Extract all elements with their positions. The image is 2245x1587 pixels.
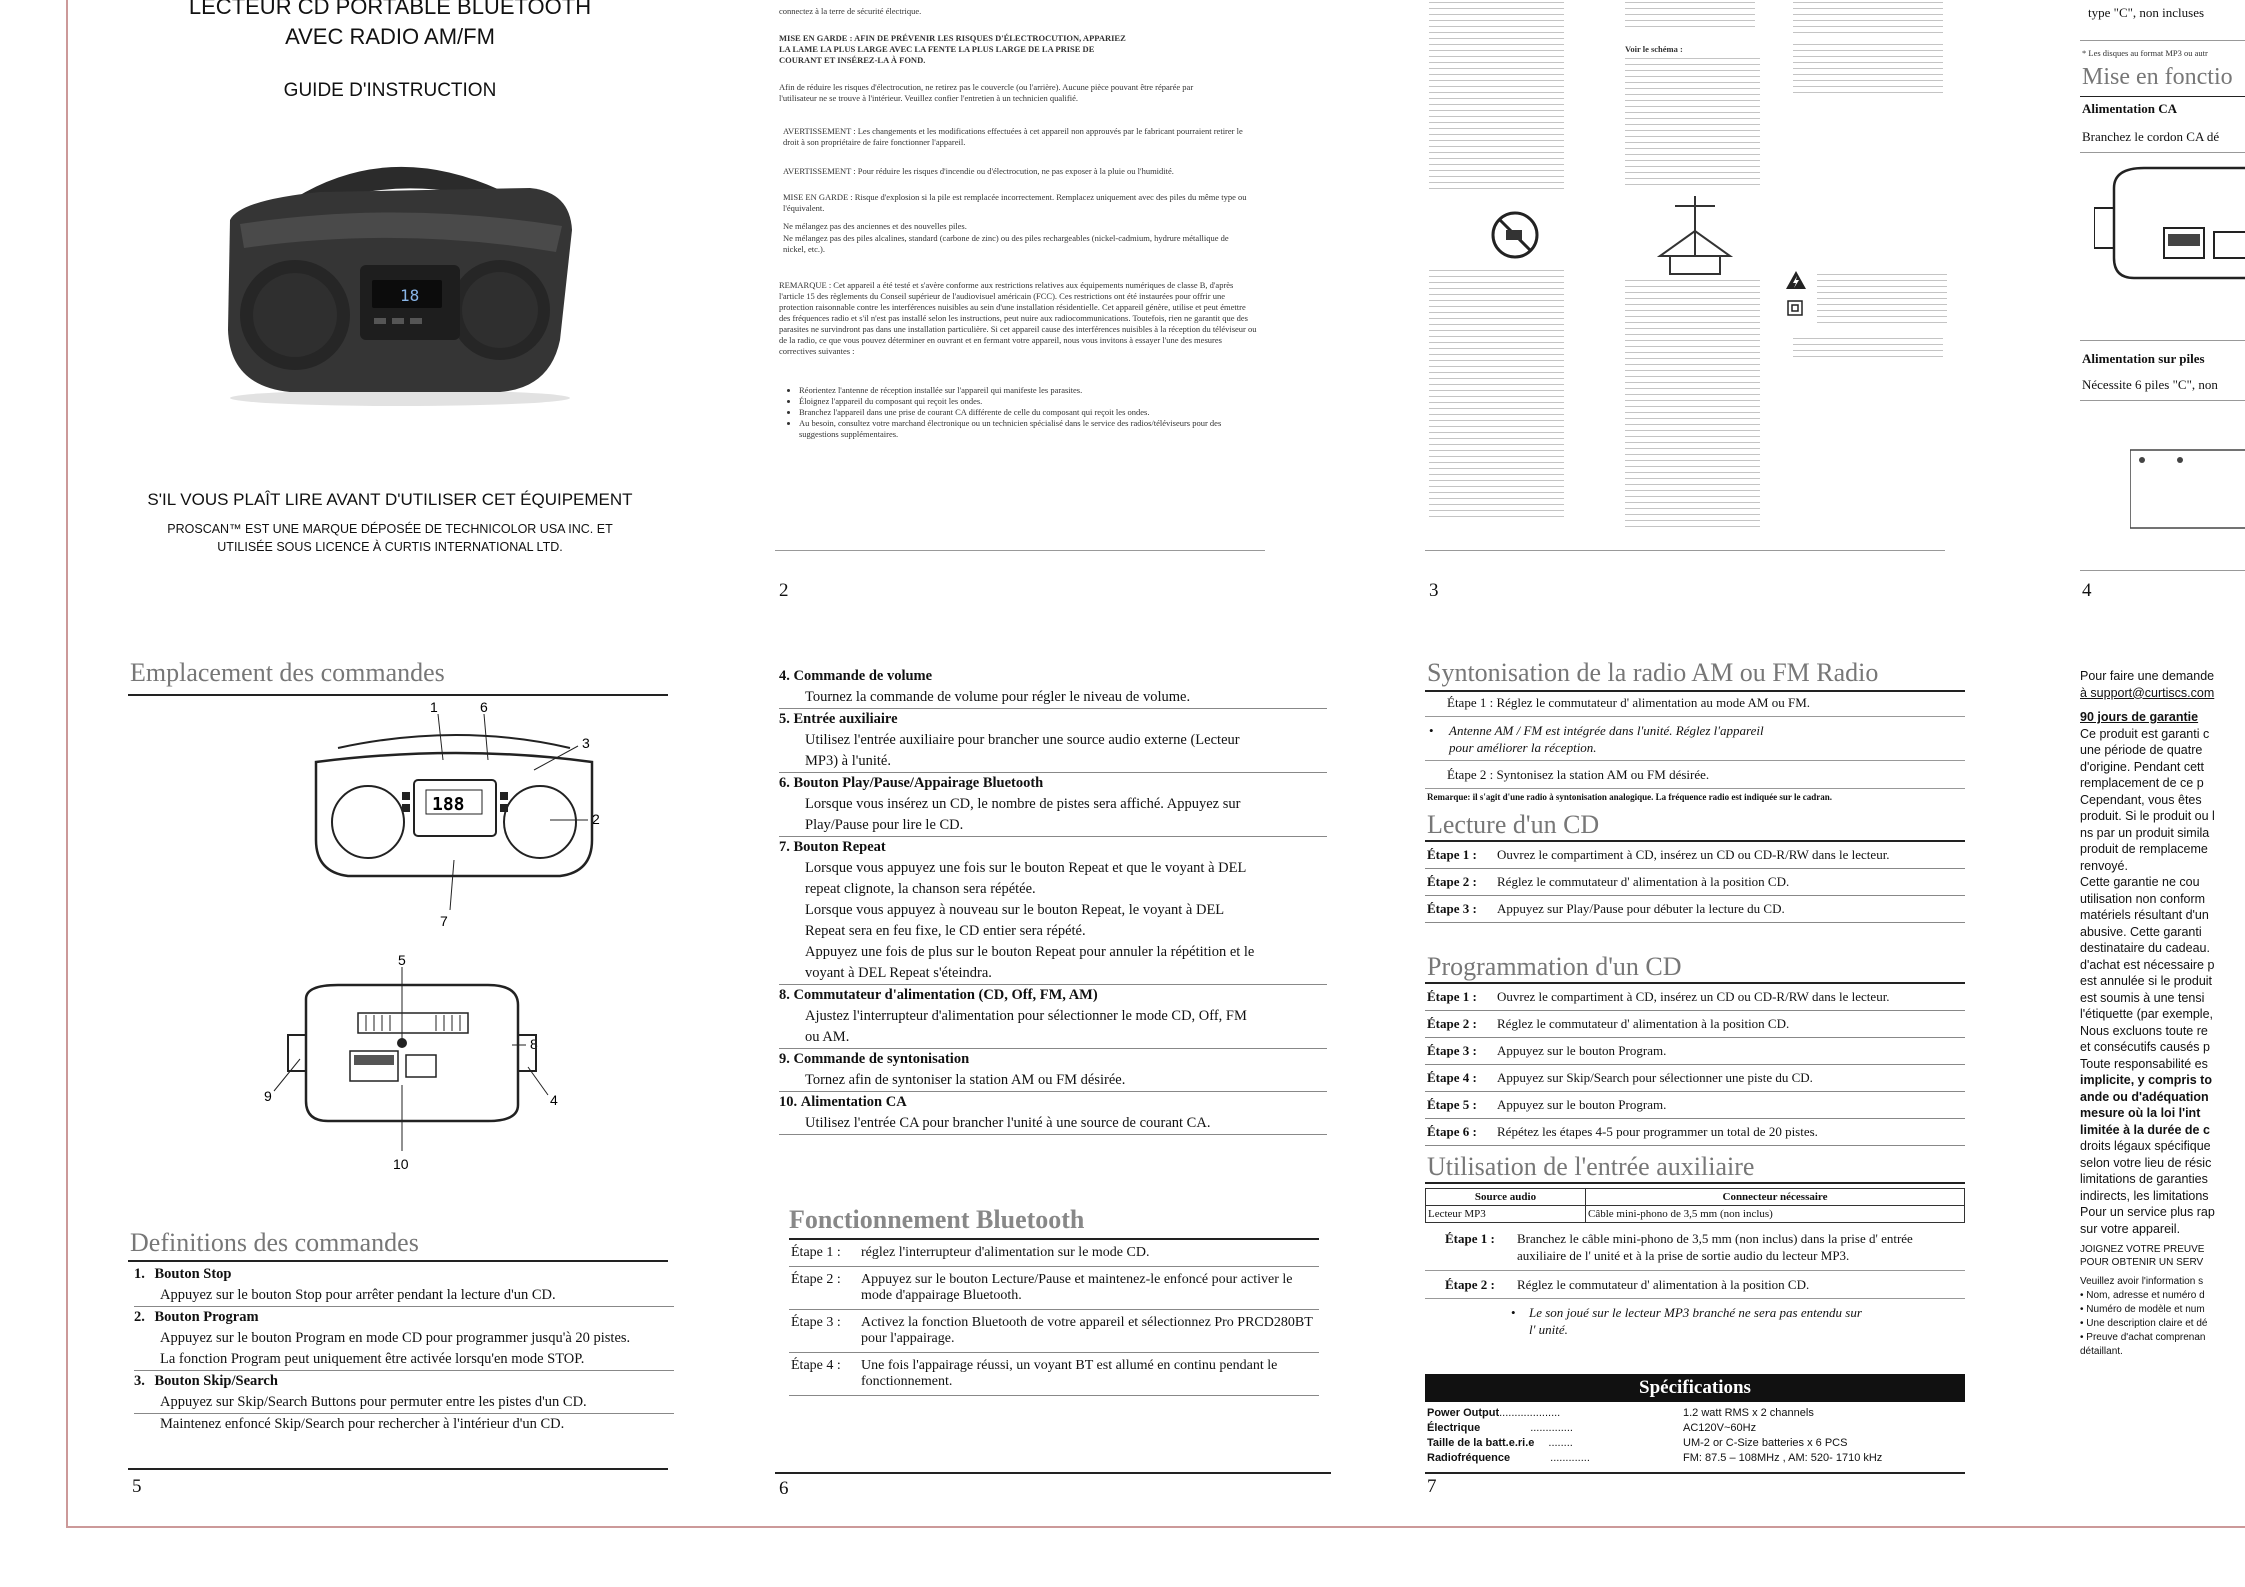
spec-list <box>1427 1406 1967 1466</box>
p2-top-cut: connectez à la terre de sécurité électrique. <box>779 6 922 16</box>
step-label: Étape 6 : <box>1425 1119 1495 1146</box>
radio-title-rule <box>1425 690 1965 692</box>
front-view-diagram <box>188 700 648 950</box>
p8-line: produit de remplaceme <box>2080 842 2208 856</box>
step-label: Étape 5 : <box>1425 1092 1495 1119</box>
page-8 <box>2080 668 2245 1488</box>
aux-cell-source: Lecteur MP3 <box>1426 1206 1586 1223</box>
cover-title-line1: LECTEUR CD PORTABLE BLUETOOTH <box>188 0 592 19</box>
cd-step-row <box>1425 869 1965 896</box>
warranty-title: 90 jours de garantie <box>2080 710 2199 724</box>
p8-line: utilisation non conform <box>2080 891 2206 906</box>
p4-batt-text: Nécessite 6 piles "C", non <box>2082 377 2218 392</box>
def-item-5 <box>779 709 1327 773</box>
p2-bullet: • Réorientez l'antenne de réception installée sur l'appareil qui manifeste les parasites. <box>799 385 1249 396</box>
p3-text-col-f <box>1429 270 1564 520</box>
def-line: Utilisez l'entrée CA pour brancher l'unité à une source de courant CA. <box>779 1113 1327 1135</box>
step-label: Étape 1 : <box>1425 842 1495 869</box>
spec-row <box>1427 1421 1967 1436</box>
page-4 <box>2080 0 2245 610</box>
p3-text-col-h <box>1817 274 1947 324</box>
def-title: Commutateur d'alimentation (CD, Off, FM, AM) <box>793 987 1098 1003</box>
p8-line: selon votre lieu de résic <box>2080 1155 2212 1170</box>
spec-key: Radiofréquence <box>1427 1452 1511 1464</box>
def-title: Bouton Skip/Search <box>154 1373 278 1389</box>
step-text: Ouvrez le compartiment à CD, insérez un CD ou CD-R/RW dans le lecteur. <box>1495 842 1965 869</box>
aux-cell-connector: Câble mini-phono de 3,5 mm (non inclus) <box>1586 1206 1965 1223</box>
p3-text-col-i <box>1793 338 1943 358</box>
step-label: Étape 2 : <box>1425 869 1495 896</box>
aux-step1-label: Étape 1 : <box>1445 1231 1495 1246</box>
def-line: Appuyez sur Skip/Search Buttons pour permuter entre les pistes d'un CD. <box>160 1394 587 1410</box>
step-label: Étape 2 : <box>1425 1011 1495 1038</box>
p8-line: destinataire du cadeau. <box>2080 941 2210 955</box>
p4-top-text: type "C", non incluses <box>2088 5 2205 20</box>
def-item-2 <box>134 1306 674 1370</box>
p2-footer-rule <box>775 550 1265 551</box>
def-num: 5. <box>779 711 790 727</box>
def-line: voyant à DEL Repeat s'éteindra. <box>779 963 1327 985</box>
controls-title: Emplacement des commandes <box>130 658 445 687</box>
def-title: Alimentation CA <box>800 1094 907 1110</box>
callout-4: 4 <box>550 1092 558 1108</box>
p8-line: • Preuve d'achat comprenan <box>2080 1332 2206 1343</box>
def-title: Bouton Program <box>154 1309 259 1325</box>
p3-text-col-a <box>1429 2 1564 192</box>
defs-list-b <box>779 666 1327 1135</box>
p8-line: Ce produit est garanti c <box>2080 726 2210 741</box>
prog-step-row <box>1425 1038 1965 1065</box>
p8-block-b <box>2080 874 2245 1023</box>
p3-text-col-b <box>1625 2 1755 32</box>
p8-line: ande ou d'adéquation <box>2080 1089 2209 1104</box>
aux-header-source: Source audio <box>1426 1189 1586 1206</box>
spec-key: Power Output <box>1427 1407 1500 1419</box>
callout-7: 7 <box>440 913 448 929</box>
p3-text-col-c <box>1793 2 1943 37</box>
step-label: Étape 4 : <box>1425 1065 1495 1092</box>
callout-10: 10 <box>393 1156 409 1172</box>
def-line: Ajustez l'interrupteur d'alimentation pour sélectionner le mode CD, Off, FM <box>805 1008 1247 1024</box>
double-insulation-icon <box>1787 300 1803 316</box>
step-text: Réglez le commutateur d' alimentation à la position CD. <box>1495 869 1965 896</box>
p8-line: JOIGNEZ VOTRE PREUVE <box>2080 1244 2205 1255</box>
def-line: Lorsque vous appuyez une fois sur le bouton Repeat et que le voyant à DEL <box>805 860 1247 876</box>
p3-footer-rule <box>1425 550 1945 551</box>
p8-line: une période de quatre <box>2080 743 2203 757</box>
prog-step-row <box>1425 1065 1965 1092</box>
p8-line: remplacement de ce p <box>2080 776 2204 790</box>
prog-step-row <box>1425 1011 1965 1038</box>
boombox-photo <box>200 140 590 410</box>
callout-9: 9 <box>264 1088 272 1104</box>
p2-mise-en-garde-1: MISE EN GARDE : AFIN DE PRÉVENIR LES RISQUES D'ÉLECTROCUTION, APPARIEZ LA LAME LA PLUS LARGE AVEC LA FENTE LA PLUS LARGE DE LA PRISE DE COURANT ET INSÉREZ-LA À FOND. <box>779 33 1126 65</box>
p2-bullets <box>799 385 1249 440</box>
aux-step2-label: Étape 2 : <box>1445 1277 1495 1292</box>
radio-title: Syntonisation de la radio AM ou FM Radio <box>1427 658 1879 687</box>
step-label: Étape 3 : <box>789 1310 859 1353</box>
bt-step-row <box>789 1240 1319 1267</box>
p4-rule-title <box>2080 96 2245 97</box>
prog-step-row <box>1425 984 1965 1011</box>
p8-line: produit. Si le produit ou l <box>2080 809 2215 823</box>
lightning-warning-icon <box>1785 270 1807 290</box>
p5-page-number: 5 <box>132 1476 142 1497</box>
page-2 <box>775 0 1275 610</box>
spec-value: AC120V~60Hz <box>1683 1422 1757 1434</box>
p8-line: limitations de garanties <box>2080 1172 2208 1186</box>
cover-guide-label: GUIDE D'INSTRUCTION <box>283 80 497 101</box>
step-text: réglez l'interrupteur d'alimentation sur le mode CD. <box>859 1240 1319 1267</box>
def-line: MP3) à l'unité. <box>779 751 1327 773</box>
p8-line: limitée à la durée de c <box>2080 1122 2210 1137</box>
spec-dots: .................... <box>1499 1407 1561 1419</box>
def-item-1 <box>134 1264 674 1306</box>
step-text: Répétez les étapes 4-5 pour programmer un total de 20 pistes. <box>1495 1119 1965 1146</box>
p4-ac-text: Branchez le cordon CA dé <box>2082 129 2220 144</box>
p8-line: • Nom, adresse et numéro d <box>2080 1290 2205 1301</box>
aux-title-rule <box>1425 1182 1965 1184</box>
p4-rule-ac <box>2080 152 2245 153</box>
def-item-6 <box>779 773 1327 837</box>
def-line: Maintenez enfoncé Skip/Search pour rechercher à l'intérieur d'un CD. <box>134 1413 674 1435</box>
def-item-8 <box>779 985 1327 1049</box>
p8-line: Cette garantie ne cou <box>2080 875 2200 889</box>
prog-step-row <box>1425 1092 1965 1119</box>
p8-line: est annulée si le produit <box>2080 974 2213 988</box>
p8-line: Pour un service plus rap <box>2080 1205 2215 1219</box>
p8-line: POUR OBTENIR UN SERV <box>2080 1257 2204 1268</box>
def-num: 8. <box>779 987 790 1003</box>
def-num: 3. <box>134 1373 145 1389</box>
p2-reduce-risk: Afin de réduire les risques d'électrocution, ne retirez pas le couvercle (ou l'arrière). Aucune pièce pouvant être réparée par l'utilisateur ne se trouve à l'intérieur. Veuillez confier l'entretien à un technicien qualifié. <box>779 82 1194 103</box>
spec-key: Électrique <box>1427 1422 1481 1434</box>
def-line: Utilisez l'entrée auxiliaire pour brancher une source audio externe (Lecteur <box>805 732 1240 748</box>
trademark-line1: PROSCAN™ EST UNE MARQUE DÉPOSÉE DE TECHNICOLOR USA INC. ET <box>167 522 613 536</box>
p8-support-email: à support@curtiscs.com <box>2080 685 2215 700</box>
p8-line: abusive. Cette garanti <box>2080 924 2202 939</box>
step-label: Étape 3 : <box>1425 1038 1495 1065</box>
prog-steps-table <box>1425 984 1965 1146</box>
p8-line: d'origine. Pendant cett <box>2080 759 2204 774</box>
p4-rule-mid <box>2080 340 2245 341</box>
radio-rule-a <box>1425 716 1965 717</box>
page-5 <box>128 650 688 1530</box>
step-text: Appuyez sur Skip/Search pour sélectionner une piste du CD. <box>1495 1065 1965 1092</box>
def-line: Tournez la commande de volume pour régler le niveau de volume. <box>779 687 1327 709</box>
spec-header: Spécifications <box>1425 1374 1965 1402</box>
p8-block-e <box>2080 1243 2245 1269</box>
p3-text-col-e <box>1793 44 1943 94</box>
spec-value: 1.2 watt RMS x 2 channels <box>1683 1407 1814 1419</box>
step-text: Une fois l'appairage réussi, un voyant BT est allumé en continu pendant le fonctionnement. <box>859 1353 1319 1396</box>
def-num: 1. <box>134 1266 145 1282</box>
p6-page-number: 6 <box>779 1478 789 1499</box>
p3-text-col-g <box>1625 280 1760 530</box>
def-item-9 <box>779 1049 1327 1092</box>
aux-note: Le son joué sur le lecteur MP3 branché ne sera pas entendu sur l' unité. <box>1529 1305 1862 1337</box>
p8-line: ns par un produit simila <box>2080 825 2210 840</box>
p8-line: détaillant. <box>2080 1346 2123 1357</box>
def-line: Lorsque vous appuyez à nouveau sur le bouton Repeat, le voyant à DEL <box>805 902 1225 918</box>
defs-title-visible: Definitions des commandes <box>130 1228 419 1257</box>
bt-step-row <box>789 1310 1319 1353</box>
step-text: Activez la fonction Bluetooth de votre appareil et sélectionnez Pro PRCD280BT pour l'appairage. <box>859 1310 1319 1353</box>
cd-title: Lecture d'un CD <box>1427 810 1600 839</box>
step-text: Appuyez sur le bouton Program. <box>1495 1038 1965 1065</box>
p8-line: Veuillez avoir l'information s <box>2080 1276 2204 1287</box>
p2-bullet: • Au besoin, consultez votre marchand électronique ou un technicien spécialisé dans le service des radios/téléviseurs pour des suggestions supplémentaires. <box>799 418 1249 440</box>
def-title: Commande de syntonisation <box>793 1051 970 1067</box>
cover-title-line2: AVEC RADIO AM/FM <box>285 24 495 49</box>
def-line: Tornez afin de syntoniser la station AM ou FM désirée. <box>779 1070 1327 1092</box>
def-line: Appuyez sur le bouton Program en mode CD pour programmer jusqu'à 20 pistes. <box>160 1330 631 1346</box>
p8-line: sur votre appareil. <box>2080 1221 2181 1236</box>
spec-row <box>1427 1406 1967 1421</box>
spec-dots: ............. <box>1550 1452 1590 1464</box>
def-num: 6. <box>779 775 790 791</box>
boombox-display: 18 <box>400 286 420 305</box>
trademark-line2: UTILISÉE SOUS LICENCE À CURTIS INTERNATIONAL LTD. <box>217 540 563 554</box>
step-text: Appuyez sur le bouton Lecture/Pause et maintenez-le enfoncé pour activer le mode d'appairage Bluetooth. <box>859 1267 1319 1310</box>
cd-steps-table <box>1425 842 1965 923</box>
def-title: Entrée auxiliaire <box>793 711 898 727</box>
step-text: Appuyez sur Play/Pause pour débuter la lecture du CD. <box>1495 896 1965 923</box>
def-num: 4. <box>779 668 790 684</box>
callout-3: 3 <box>582 735 590 751</box>
def-line: La fonction Program peut uniquement être activée lorsqu'en mode STOP. <box>160 1351 585 1367</box>
p2-bullet: • Éloignez l'appareil du composant qui reçoit les ondes. <box>799 396 1249 407</box>
p5-footer-rule <box>128 1468 668 1470</box>
p7-page-number: 7 <box>1427 1476 1437 1497</box>
p8-line: est soumis à une tensi <box>2080 990 2205 1005</box>
no-cart-warning-icon <box>1490 210 1540 260</box>
radio-step2: Étape 2 : Syntonisez la station AM ou FM désirée. <box>1447 767 1710 782</box>
radio-step1: Étape 1 : Réglez le commutateur d' alimentation au mode AM ou FM. <box>1447 695 1811 710</box>
battery-compartment-diagram <box>2130 440 2245 530</box>
callout-6: 6 <box>480 700 488 715</box>
p3-page-number: 3 <box>1429 580 1439 601</box>
p8-line: d'achat est nécessaire p <box>2080 957 2215 972</box>
def-line: Lorsque vous insérez un CD, le nombre de pistes sera affiché. Appuyez sur <box>805 796 1241 812</box>
p4-rule-batt <box>2080 400 2245 401</box>
p8-block-d <box>2080 1138 2245 1237</box>
p8-line: droits légaux spécifique <box>2080 1139 2211 1153</box>
radio-remark: Remarque: il s'agit d'une radio à syntonisation analogique. La fréquence radio est indiquée sur le cadran. <box>1427 792 1832 802</box>
p8-line: matériels résultant d'un <box>2080 908 2209 922</box>
p4-page-number: 4 <box>2082 580 2092 601</box>
p8-line: et consécutifs causés p <box>2080 1040 2210 1054</box>
spec-value: UM-2 or C-Size batteries x 6 PCS <box>1683 1437 1848 1449</box>
def-line: Appuyez une fois de plus sur le bouton Repeat pour annuler la répétition et le <box>805 944 1255 960</box>
p8-block-f <box>2080 1275 2245 1359</box>
def-item-10 <box>779 1092 1327 1135</box>
p2-bullet: • Branchez l'appareil dans une prise de courant CA différente de celle du composant qui reçoit les ondes. <box>799 407 1249 418</box>
def-line: repeat clignote, la chanson sera répétée. <box>805 881 1036 897</box>
def-title: Commande de volume <box>793 668 933 684</box>
aux-step1-text: Branchez le câble mini-phono de 3,5 mm (non inclus) dans la prise d' entrée auxiliaire de l' unité et à la prise de sortie audio du lecteur MP3. <box>1517 1231 1913 1263</box>
step-label: Étape 3 : <box>1425 896 1495 923</box>
step-text: Appuyez sur le bouton Program. <box>1495 1092 1965 1119</box>
step-label: Étape 1 : <box>1425 984 1495 1011</box>
radio-note-bullet: • <box>1429 723 1434 738</box>
def-item-4 <box>779 666 1327 709</box>
spec-value: FM: 87.5 – 108MHz , AM: 520- 1710 kHz <box>1683 1452 1883 1464</box>
p8-line: mesure où la loi l'int <box>2080 1106 2201 1120</box>
def-num: 7. <box>779 839 790 855</box>
page-6 <box>775 660 1335 1530</box>
spec-row <box>1427 1451 1967 1466</box>
antenna-grounding-diagram <box>1650 196 1740 276</box>
p4-title: Mise en fonctio <box>2082 64 2233 90</box>
prog-title: Programmation d'un CD <box>1427 952 1682 981</box>
def-line: Repeat sera en feu fixe, le CD entier sera répété. <box>805 923 1086 939</box>
bt-title: Fonctionnement Bluetooth <box>789 1205 1085 1234</box>
callout-8: 8 <box>530 1036 538 1052</box>
callout-2: 2 <box>592 811 600 827</box>
radio-rule-c <box>1425 788 1965 789</box>
bt-steps-table <box>789 1240 1319 1396</box>
p8-line: Cependant, vous êtes <box>2080 792 2202 807</box>
step-label: Étape 4 : <box>789 1353 859 1396</box>
radio-rule-b <box>1425 760 1965 761</box>
p8-line: Nous excluons toute re <box>2080 1023 2208 1038</box>
aux-header-connector: Connecteur nécessaire <box>1586 1189 1965 1206</box>
p8-line: renvoyé. <box>2080 858 2128 873</box>
p4-footer-rule <box>2080 570 2245 571</box>
def-num: 9. <box>779 1051 790 1067</box>
def-num: 2. <box>134 1309 145 1325</box>
p2-remarque: REMARQUE : Cet appareil a été testé et s'avère conforme aux restrictions relatives aux équipements numériques de classe B, d'après l'article 15 des règlements du Conseil supérieur de l'audiovisuel américain (FCC). Ces restrictions ont été instaurées pour offrir une protection raisonnable contre les interférences nuisibles au sein d'une installation résidentielle. Cet appareil génère, utilise et peut émettre des fréquences radio et s'il n'est pas installé selon les instructions, peut nuire aux radiocommunications. Toutefois, rien ne garantit que des parasites ne survindront pas dans une installation particulière. Si cet appareil cause des interférences nuisibles à la réception du téléviseur ou de la radio, ce que vous pouvez déterminer en ouvrant et en fermant votre appareil, nous vous invitons à essayer l'une des mesures correctives suivantes : <box>779 280 1257 356</box>
p2-avertissement-2: AVERTISSEMENT : Pour réduire les risques d'incendie ou d'électrocution, ne pas exposer à la pluie ou l'humidité. <box>783 166 1174 176</box>
p4-batt-heading: Alimentation sur piles <box>2082 351 2205 366</box>
spec-key: Taille de la batt.e.ri.e <box>1427 1437 1535 1449</box>
p2-mise-en-garde-2: MISE EN GARDE : Risque d'explosion si la pile est remplacée incorrectement. Remplacez uniquement avec des piles du même type ou l'équivalent. <box>783 192 1247 213</box>
defs-title-rule <box>128 1260 668 1262</box>
aux-step2-text: Réglez le commutateur d' alimentation à la position CD. <box>1517 1277 1810 1292</box>
p3-schema-heading: Voir le schéma : <box>1625 44 1683 54</box>
p8-block-a <box>2080 726 2245 875</box>
p6-footer-rule <box>775 1472 1331 1474</box>
step-label: Étape 2 : <box>789 1267 859 1310</box>
p3-text-col-d <box>1625 58 1760 188</box>
spec-dots: .............. <box>1530 1422 1573 1434</box>
p8-line: indirects, les limitations <box>2080 1188 2209 1203</box>
step-text: Réglez le commutateur d' alimentation à la position CD. <box>1495 1011 1965 1038</box>
callout-5: 5 <box>398 955 406 968</box>
back-view-diagram <box>188 955 648 1175</box>
def-num: 10. <box>779 1094 798 1110</box>
step-text: Ouvrez le compartiment à CD, insérez un CD ou CD-R/RW dans le lecteur. <box>1495 984 1965 1011</box>
p2-avertissement-1: AVERTISSEMENT : Les changements et les modifications effectuées à cet appareil non approuvés par le fabricant pourraient retirer le droit à son propriétaire de faire fonctionner l'appareil. <box>783 126 1243 147</box>
aux-source-table <box>1425 1188 1965 1223</box>
bt-step-row <box>789 1267 1319 1310</box>
callout-1: 1 <box>430 700 438 715</box>
p7-footer-rule <box>1425 1472 1965 1474</box>
p4-ac-heading: Alimentation CA <box>2082 101 2177 116</box>
cover-panel <box>90 0 690 600</box>
front-display: 188 <box>432 794 465 815</box>
def-title: Bouton Stop <box>154 1266 232 1282</box>
p8-block-c <box>2080 1023 2245 1073</box>
p4-note: * Les disques au format MP3 ou autr <box>2082 48 2208 58</box>
p8-line: Pour faire une demande <box>2080 669 2215 683</box>
step-label: Étape 1 : <box>789 1240 859 1267</box>
p8-line: • Numéro de modèle et num <box>2080 1304 2205 1315</box>
controls-title-rule <box>128 694 668 696</box>
p2-piles-2: Ne mélangez pas des piles alcalines, standard (carbone de zinc) ou des piles rechargeables (nickel-cadmium, hydrure métallique de nickel, etc.). <box>783 233 1229 254</box>
def-line: Play/Pause pour lire le CD. <box>779 815 1327 837</box>
p4-rule-top <box>2080 40 2245 41</box>
p8-line: implicite, y compris to <box>2080 1073 2212 1087</box>
def-title: Bouton Play/Pause/Appairage Bluetooth <box>793 775 1044 791</box>
boombox-back-diagram <box>2094 158 2245 288</box>
radio-note: Antenne AM / FM est intégrée dans l'unité. Réglez l'appareil pour améliorer la réception. <box>1449 723 1764 755</box>
p8-block-bold <box>2080 1072 2245 1138</box>
p8-line: Toute responsabilité es <box>2080 1056 2208 1071</box>
def-title: Bouton Repeat <box>793 839 886 855</box>
def-item-7 <box>779 837 1327 985</box>
page-3 <box>1425 0 1955 610</box>
bt-step-row <box>789 1353 1319 1396</box>
aux-rule-a <box>1425 1270 1965 1271</box>
cd-step-row <box>1425 842 1965 869</box>
def-line: ou AM. <box>779 1027 1327 1049</box>
def-line: Appuyez sur le bouton Stop pour arrêter pendant la lecture d'un CD. <box>160 1287 556 1303</box>
spec-row <box>1427 1436 1967 1451</box>
defs-list-a <box>134 1264 674 1435</box>
spec-dots: ........ <box>1548 1437 1573 1449</box>
p8-line: • Une description claire et dé <box>2080 1318 2208 1329</box>
aux-note-bullet: • <box>1511 1305 1516 1320</box>
aux-title: Utilisation de l'entrée auxiliaire <box>1427 1152 1755 1181</box>
def-item-3 <box>134 1370 674 1435</box>
p2-page-number: 2 <box>779 580 789 601</box>
p8-line: l'étiquette (par exemple, <box>2080 1007 2214 1021</box>
read-before-notice: S'IL VOUS PLAÎT LIRE AVANT D'UTILISER CET ÉQUIPEMENT <box>147 490 633 509</box>
prog-step-row <box>1425 1119 1965 1146</box>
aux-rule-b <box>1425 1298 1965 1299</box>
page-7 <box>1425 650 1970 1530</box>
cd-step-row <box>1425 896 1965 923</box>
p2-piles-1: Ne mélangez pas des anciennes et des nouvelles piles. <box>783 221 967 231</box>
